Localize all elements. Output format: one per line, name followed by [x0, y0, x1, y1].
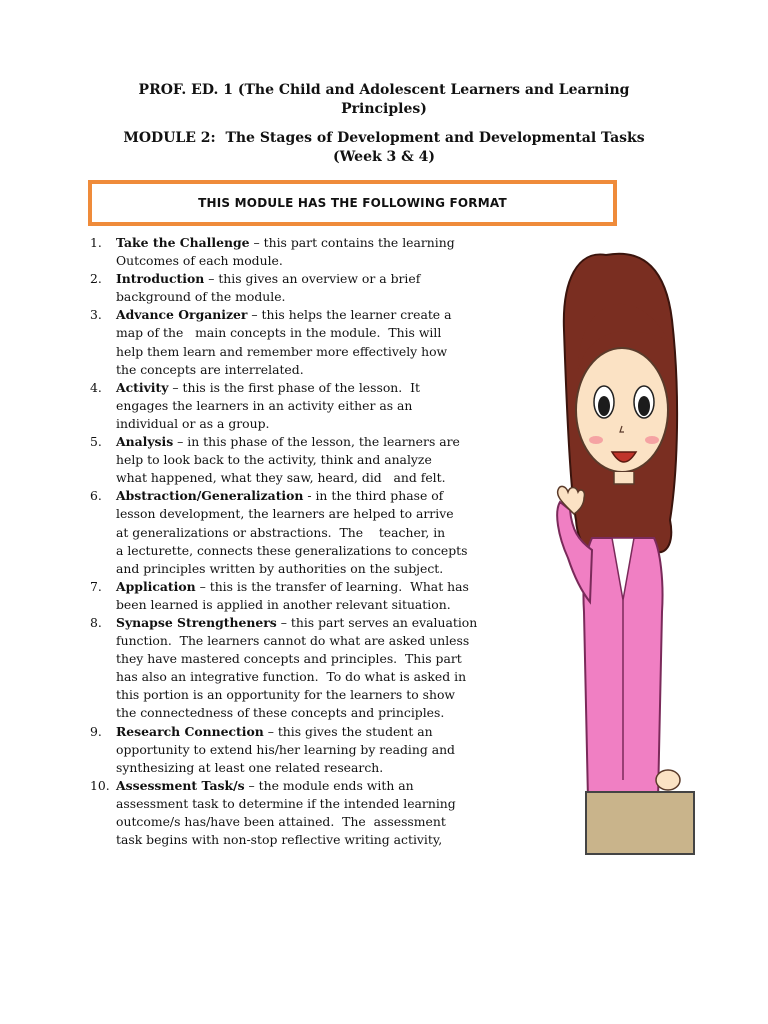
item-continuation: help to look back to the activity, think and analyze	[116, 452, 432, 468]
item-term: Assessment Task/s	[116, 777, 245, 793]
item-number: 7.	[90, 578, 102, 594]
item-term: Research Connection	[116, 723, 264, 739]
item-continuation: and principles written by authorities on the subject.	[116, 560, 444, 576]
item-continuation: map of the main concepts in the module. This will	[116, 325, 442, 341]
item-first-line	[116, 306, 520, 324]
item-number: 1.	[90, 235, 102, 250]
item-number: 9.	[90, 723, 102, 739]
item-continuation: outcome/s has/have been attained. The assessment	[116, 814, 446, 829]
item-continuation: synthesizing at least one related research.	[116, 759, 384, 775]
item-first-line	[116, 614, 520, 632]
item-first-line	[116, 270, 520, 288]
format-item	[90, 379, 520, 433]
item-term: Application	[116, 578, 196, 594]
item-first-line	[116, 578, 520, 596]
format-item	[90, 614, 520, 723]
item-first-line	[116, 433, 520, 451]
item-continuation: engages the learners in an activity either as an	[116, 397, 413, 413]
item-first-line	[116, 234, 520, 252]
format-banner-text: THIS MODULE HAS THE FOLLOWING FORMAT	[198, 196, 507, 210]
format-item	[90, 777, 520, 849]
item-description: – this is the transfer of learning. What has	[195, 578, 469, 594]
item-number: 5.	[90, 434, 102, 450]
item-continuation: individual or as a group.	[116, 415, 270, 431]
item-description: – this helps the learner create a	[247, 307, 452, 323]
item-first-line	[116, 723, 520, 741]
item-continuation: background of the module.	[116, 289, 286, 305]
item-continuation: function. The learners cannot do what are asked unless	[116, 633, 470, 649]
format-item	[90, 306, 520, 378]
teacher-illustration	[548, 240, 704, 856]
item-number: 3.	[90, 307, 102, 323]
module-course-title	[120, 81, 648, 119]
item-continuation: opportunity to extend his/her learning by reading and	[116, 741, 455, 757]
item-continuation: Outcomes of each module.	[116, 253, 283, 269]
item-number: 4.	[90, 379, 102, 395]
item-number: 8.	[90, 614, 102, 630]
item-term: Introduction	[116, 271, 205, 287]
format-item	[90, 578, 520, 614]
item-description: – this gives an overview or a brief	[204, 271, 421, 287]
item-continuation: the concepts are interrelated.	[116, 361, 304, 377]
item-continuation: has also an integrative function. To do what is asked in	[116, 669, 467, 685]
item-continuation: help them learn and remember more effectively how	[116, 343, 448, 359]
item-number: 10.	[90, 777, 110, 793]
item-term: Advance Organizer	[116, 307, 248, 323]
item-continuation: assessment task to determine if the intended learning	[116, 795, 456, 811]
item-continuation: at generalizations or abstractions. The teacher, in	[116, 524, 446, 540]
format-list	[90, 234, 520, 849]
format-item	[90, 234, 520, 270]
item-number: 2.	[90, 271, 102, 287]
item-term: Analysis	[116, 434, 174, 450]
module-heading	[120, 129, 648, 167]
format-item	[90, 723, 520, 777]
item-description: – this is the first phase of the lesson. It	[168, 379, 420, 395]
item-first-line	[116, 487, 520, 505]
item-description: – this part serves an evaluation	[276, 614, 478, 630]
item-first-line	[116, 777, 520, 795]
format-item	[90, 270, 520, 306]
item-first-line	[116, 379, 520, 397]
module-heading-line-2: (Week 3 & 4)	[332, 149, 436, 165]
course-title-line-1: PROF. ED. 1 (The Child and Adolescent Learners and Learning	[138, 82, 630, 98]
item-description: - in the third phase of	[303, 488, 444, 504]
jacket	[583, 538, 662, 800]
item-continuation: what happened, what they saw, heard, did and felt.	[116, 470, 446, 486]
item-term: Take the Challenge	[116, 235, 250, 250]
item-number: 6.	[90, 488, 102, 504]
format-item	[90, 433, 520, 487]
format-banner	[88, 180, 617, 226]
item-continuation: lesson development, the learners are helped to arrive	[116, 506, 454, 522]
module-heading-line-1: MODULE 2: The Stages of Development and Developmental Tasks	[123, 130, 645, 146]
item-description: – this gives the student an	[263, 723, 433, 739]
format-item	[90, 487, 520, 577]
item-continuation: this portion is an opportunity for the learners to show	[116, 687, 456, 703]
lower-hand	[656, 770, 680, 790]
course-title-line-2: Principles)	[341, 101, 427, 117]
item-description: – the module ends with an	[244, 777, 414, 793]
item-term: Synapse Strengtheners	[116, 614, 277, 630]
podium	[586, 792, 694, 854]
item-term: Activity	[116, 379, 169, 395]
item-continuation: task begins with non-stop reflective writing activity,	[116, 832, 443, 848]
item-term: Abstraction/Generalization	[116, 488, 304, 504]
item-continuation: they have mastered concepts and principles. This part	[116, 651, 462, 667]
item-continuation: the connectedness of these concepts and principles.	[116, 705, 445, 721]
item-description: – this part contains the learning	[249, 235, 455, 250]
item-description: – in this phase of the lesson, the learners are	[173, 434, 460, 450]
item-continuation: been learned is applied in another relevant situation.	[116, 596, 451, 612]
item-continuation: a lecturette, connects these generalizations to concepts	[116, 542, 468, 558]
